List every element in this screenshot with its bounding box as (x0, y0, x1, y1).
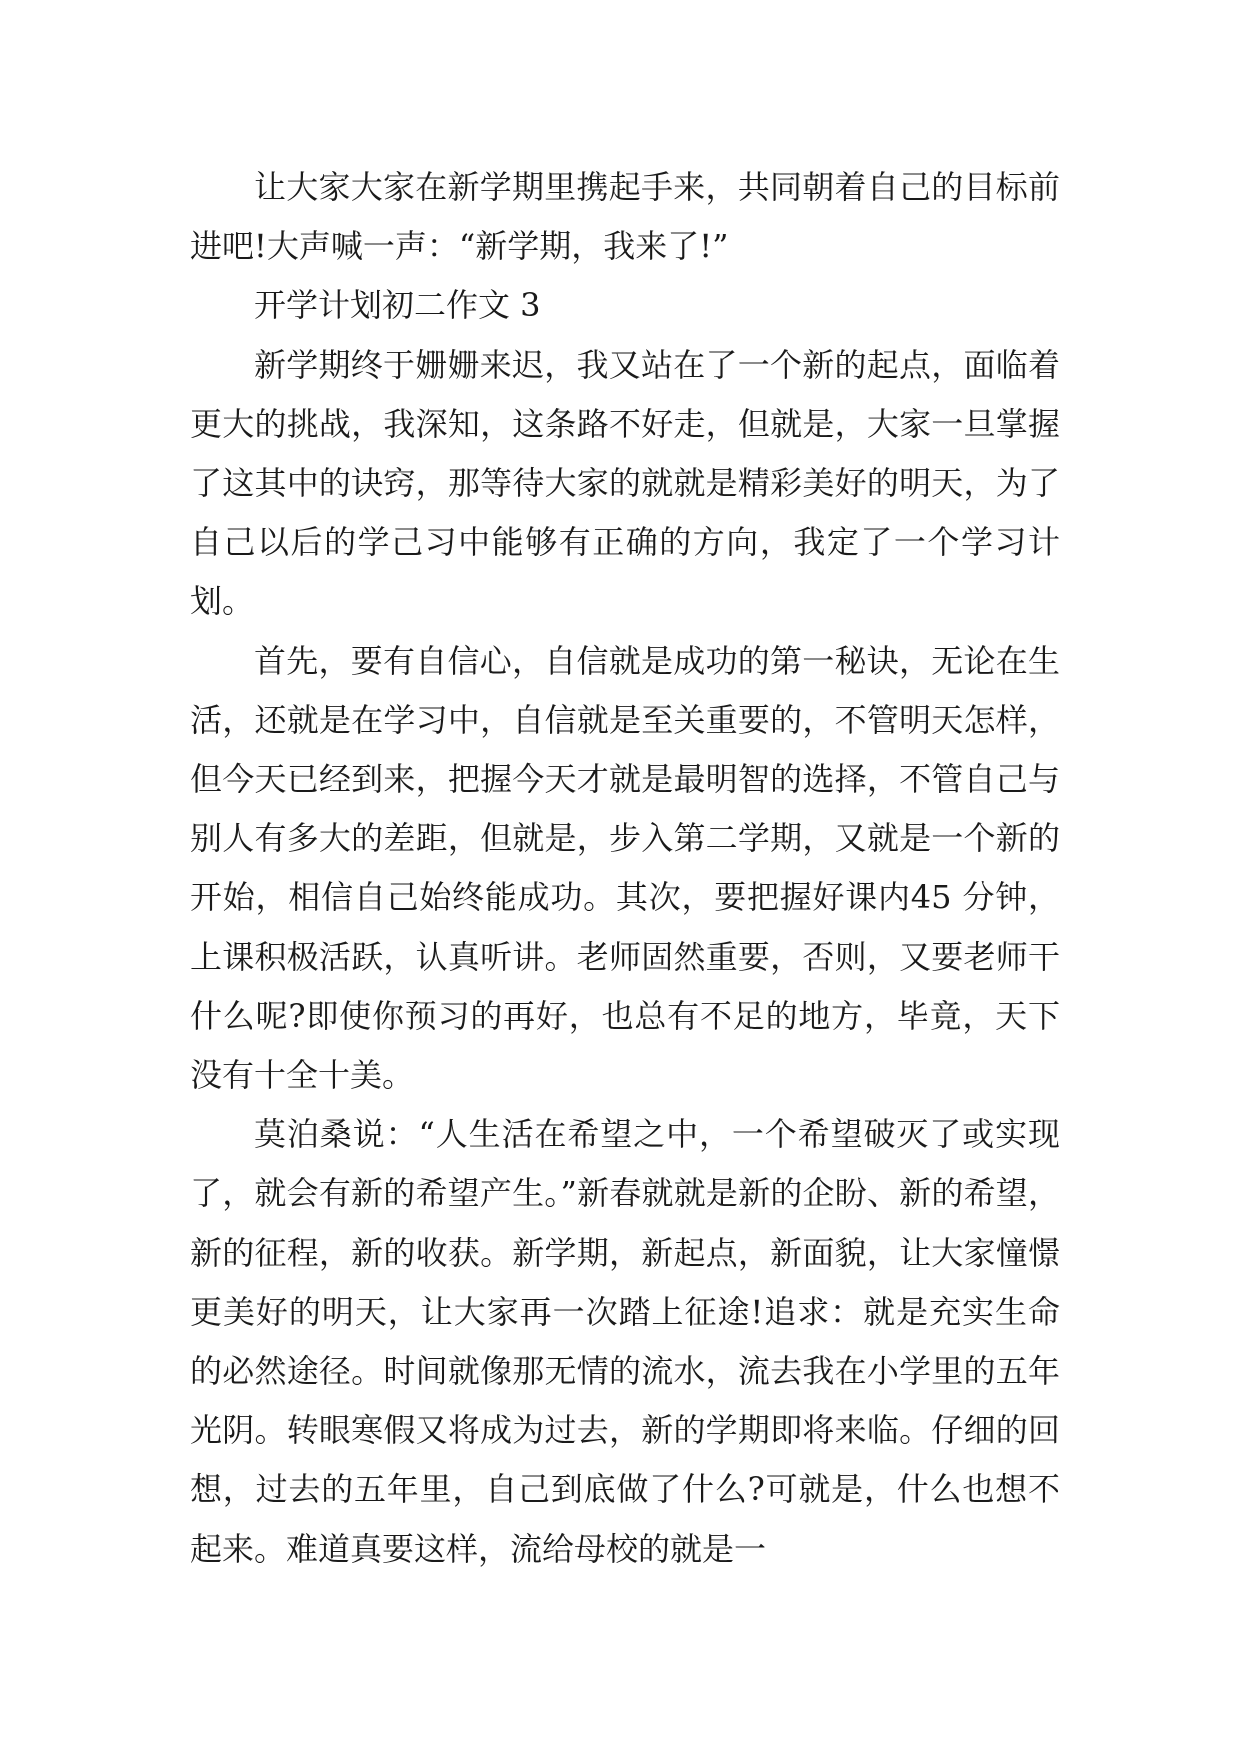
paragraph-study-plan-intro: 新学期终于姗姗来迟，我又站在了一个新的起点，面临着更大的挑战，我深知，这条路不好走，但就是，大家一旦掌握了这其中的诀窍，那等待大家的就就是精彩美好的明天，为了自己以后的学己习中能够有正确的方向，我定了一个学习计划。 (190, 345, 1060, 621)
paragraph-confidence: 首先，要有自信心，自信就是成功的第一秘诀，无论在生活，还就是在学习中，自信就是至关重要的，不管明天怎样，但今天已经到来，把握今天才就是最明智的选择，不管自己与别人有多大的差距，但就是，步入第二学期，又就是一个新的开始，相信自己始终能成功。其次，要把握好课内45 分钟，上课积极活跃，认真听讲。老师固然重要，否则，又要老师干什么呢?即使你预习的再好，也总有不足的地方，毕竟，天下没有十全十美。 (190, 641, 1060, 1095)
section-heading: 开学计划初二作文 3 (254, 286, 541, 325)
paragraph-closing-call: 让大家大家在新学期里携起手来，共同朝着自己的目标前进吧!大声喊一声：“新学期，我来了!” (190, 168, 1060, 266)
document-body (190, 158, 1060, 1579)
paragraph-maupassant-quote: 莫泊桑说：“人生活在希望之中，一个希望破灭了或实现了，就会有新的希望产生。”新春就就是新的企盼、新的希望，新的征程，新的收获。新学期，新起点，新面貌，让大家憧憬更美好的明天，让大家再一次踏上征途!追求：就是充实生命的必然途径。时间就像那无情的流水，流去我在小学里的五年光阴。转眼寒假又将成为过去，新的学期即将来临。仔细的回想，过去的五年里，自己到底做了什么?可就是，什么也想不起来。难道真要这样，流给母校的就是一 (190, 1115, 1060, 1568)
